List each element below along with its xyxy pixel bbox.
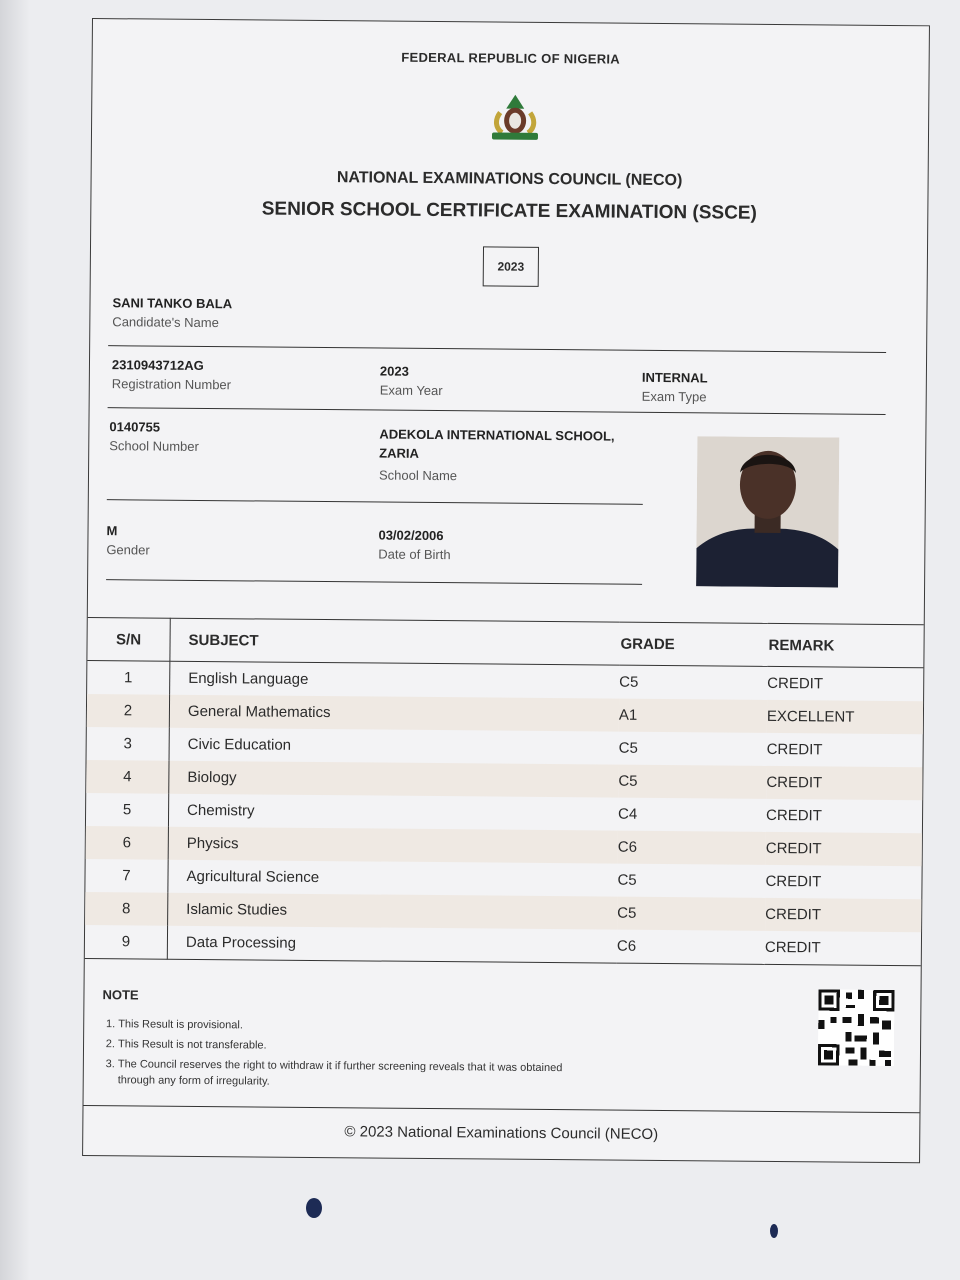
divider bbox=[108, 407, 886, 415]
school-number-field bbox=[109, 419, 199, 454]
council-title: NATIONAL EXAMINATIONS COUNCIL (NECO) bbox=[336, 169, 683, 190]
row-remark: CREDIT bbox=[765, 872, 822, 891]
school-number-label: School Number bbox=[109, 438, 199, 454]
results-table bbox=[85, 617, 924, 966]
row-sn: 3 bbox=[87, 727, 170, 761]
ink-blot bbox=[306, 1198, 322, 1218]
row-remark: CREDIT bbox=[767, 674, 824, 693]
registration-label: Registration Number bbox=[111, 376, 232, 393]
date-of-birth: 03/02/2006 bbox=[378, 527, 444, 544]
row-subject: Chemistry bbox=[187, 801, 255, 820]
dob-label: Date of Birth bbox=[378, 546, 451, 563]
row-grade: C5 bbox=[619, 673, 639, 691]
col-header-sn: S/N bbox=[87, 617, 170, 661]
candidate-photo bbox=[696, 436, 839, 587]
exam-year: 2023 bbox=[379, 363, 409, 379]
row-sn: 5 bbox=[86, 793, 169, 827]
row-sn: 1 bbox=[87, 660, 170, 694]
result-slip bbox=[82, 18, 930, 1163]
gender: M bbox=[106, 523, 118, 539]
row-grade: C4 bbox=[617, 805, 638, 823]
table-row bbox=[85, 925, 921, 966]
col-header-remark: REMARK bbox=[767, 623, 923, 667]
exam-type: INTERNAL bbox=[641, 369, 708, 386]
col-header-grade: GRADE bbox=[619, 622, 767, 666]
divider bbox=[106, 579, 642, 585]
row-sn: 9 bbox=[85, 925, 168, 959]
registration-number: 2310943712AG bbox=[111, 357, 204, 373]
school-number: 0140755 bbox=[109, 419, 161, 435]
row-grade: C5 bbox=[618, 739, 638, 757]
row-sn: 4 bbox=[86, 760, 169, 794]
note-item: 2. This Result is not transferable. bbox=[118, 1037, 568, 1057]
notes-list bbox=[96, 1017, 569, 1097]
note-item: 1. This Result is provisional. bbox=[118, 1017, 568, 1037]
exam-title: SENIOR SCHOOL CERTIFICATE EXAMINATION (SSCE) bbox=[261, 198, 757, 224]
exam-type-label: Exam Type bbox=[641, 388, 707, 405]
results-header-row bbox=[87, 617, 923, 667]
row-subject: English Language bbox=[188, 669, 309, 688]
republic-title: FEDERAL REPUBLIC OF NIGERIA bbox=[401, 49, 621, 67]
footer-divider bbox=[84, 1105, 920, 1113]
row-remark: EXCELLENT bbox=[767, 700, 923, 734]
gender-field bbox=[106, 523, 150, 557]
page-shadow bbox=[0, 0, 30, 1280]
row-subject: Agricultural Science bbox=[186, 867, 320, 887]
row-subject: Civic Education bbox=[187, 735, 292, 754]
row-sn: 7 bbox=[85, 859, 168, 893]
row-grade: A1 bbox=[619, 699, 767, 733]
registration-field bbox=[112, 357, 232, 392]
exam-type-field bbox=[642, 370, 708, 405]
row-subject: Data Processing bbox=[167, 926, 617, 963]
year-box: 2023 bbox=[483, 246, 539, 286]
school-name-label: School Name bbox=[378, 467, 458, 483]
row-remark: CREDIT bbox=[766, 832, 922, 866]
school-name-field bbox=[379, 426, 649, 485]
row-grade: C6 bbox=[618, 831, 766, 865]
row-sn: 2 bbox=[87, 694, 170, 728]
school-name: ADEKOLA INTERNATIONAL SCHOOL, ZARIA bbox=[379, 426, 615, 461]
candidate-name-field bbox=[112, 295, 232, 330]
row-grade: C5 bbox=[618, 765, 766, 799]
candidate-name-label: Candidate's Name bbox=[112, 314, 219, 331]
row-remark: CREDIT bbox=[765, 806, 822, 825]
exam-year-field bbox=[380, 364, 443, 399]
row-subject: Physics bbox=[168, 827, 618, 864]
ink-blot bbox=[770, 1224, 778, 1238]
row-remark: CREDIT bbox=[766, 766, 922, 800]
qr-code-icon bbox=[818, 989, 895, 1066]
note-title: NOTE bbox=[102, 987, 139, 1003]
divider bbox=[107, 499, 643, 505]
exam-year-label: Exam Year bbox=[379, 382, 443, 399]
row-subject: Biology bbox=[169, 761, 619, 798]
row-subject: General Mathematics bbox=[169, 695, 619, 732]
row-grade: C5 bbox=[617, 897, 765, 931]
row-remark: CREDIT bbox=[766, 740, 823, 759]
note-item: 3. The Council reserves the right to withdraw it if further screening reveals that it was obtained through any form of irregularity. bbox=[118, 1057, 568, 1093]
coat-of-arms-icon bbox=[484, 90, 546, 143]
candidate-name: SANI TANKO BALA bbox=[112, 295, 233, 312]
gender-label: Gender bbox=[106, 542, 150, 558]
row-grade: C5 bbox=[617, 871, 637, 889]
footer-copyright: © 2023 National Examinations Council (NECO) bbox=[344, 1123, 659, 1143]
row-remark: CREDIT bbox=[765, 931, 921, 966]
row-remark: CREDIT bbox=[765, 898, 921, 932]
row-sn: 8 bbox=[85, 892, 168, 926]
divider bbox=[108, 345, 886, 353]
row-subject: Islamic Studies bbox=[168, 893, 618, 930]
dob-field bbox=[378, 528, 451, 563]
col-header-subject: SUBJECT bbox=[170, 618, 620, 665]
row-grade: C6 bbox=[617, 930, 765, 965]
row-sn: 6 bbox=[86, 826, 169, 860]
